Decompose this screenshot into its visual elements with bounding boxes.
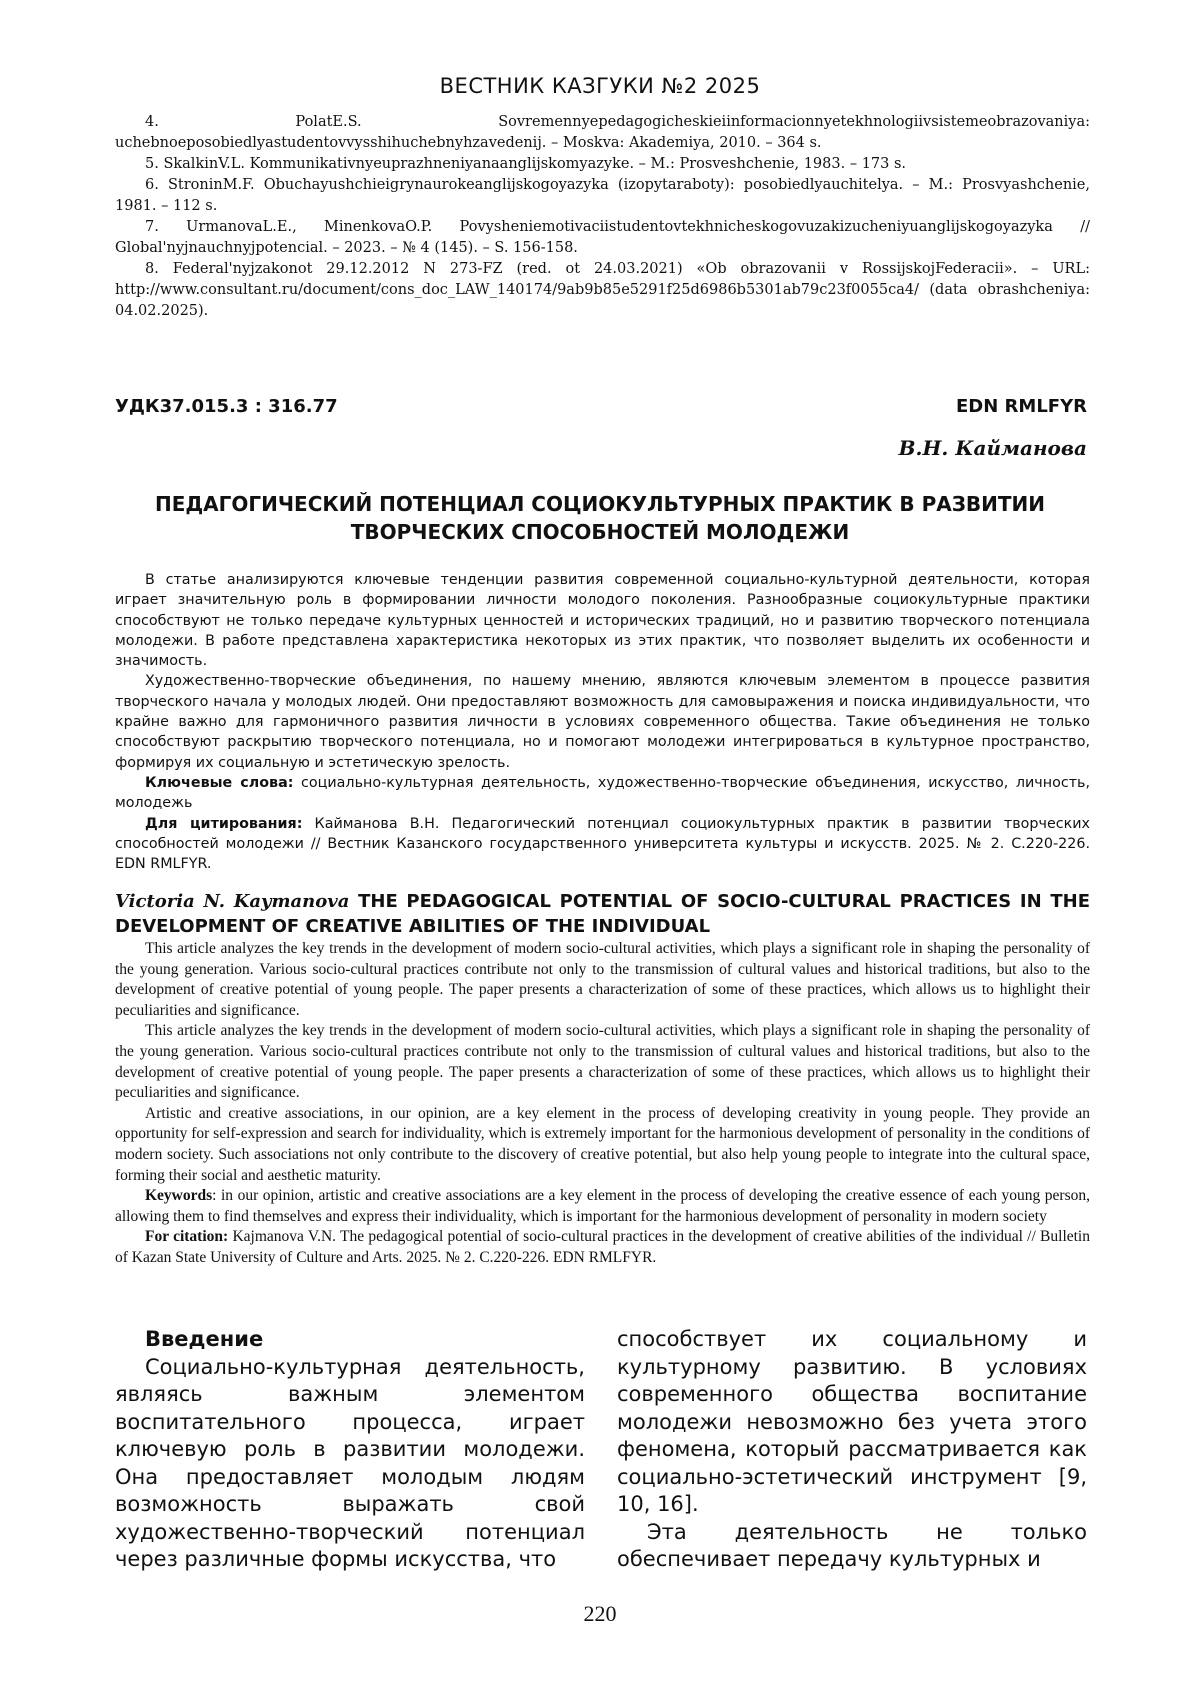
body-column-left <box>115 1326 585 1574</box>
title-ru-line: ПЕДАГОГИЧЕСКИЙ ПОТЕНЦИАЛ СОЦИОКУЛЬТУРНЫХ ПРАКТИК В РАЗВИТИИ <box>154 492 1046 516</box>
section-heading: Введение <box>145 1327 264 1351</box>
citation-label: For citation: <box>145 1228 229 1246</box>
body-paragraph: способствует их социальному и культурному развитию. В условиях современного общества воспитание молодежи невозможно без учета этого феномена, который рассматривается как социально-эстетический инструмент [9, 10, 16]. <box>617 1327 1087 1516</box>
citation-text: Kajmanova V.N. The pedagogical potential of socio-cultural practices in the development of creative abilities of the individual // Bulletin of Kazan State University of Culture and Arts. 2025. № 2. С.220-226. EDN RMLFYR. <box>115 1228 1090 1266</box>
body-paragraph: Социально-культурная деятельность, являясь важным элементом воспитательного процесса, играет ключевую роль в развитии молодежи. Она предоставляет молодым людям возможность выражать свой художественно-творческий потенциал через различные формы искусства, что <box>115 1354 585 1571</box>
keywords-text: социально-культурная деятельность, художественно-творческие объединения, искусство, личность, молодежь <box>115 774 1090 812</box>
udk-edn-row <box>115 396 1087 417</box>
article-title-en <box>115 889 1090 939</box>
citation-label: Для цитирования: <box>145 815 303 832</box>
body-paragraph: Эта деятельность не только обеспечивает передачу культурных и <box>617 1519 1087 1571</box>
keywords-en <box>115 1186 1090 1227</box>
title-ru-line: ТВОРЧЕСКИХ СПОСОБНОСТЕЙ МОЛОДЕЖИ <box>350 520 850 544</box>
keywords-label: Keywords <box>145 1187 213 1205</box>
udk-code: УДК37.015.3 : 316.77 <box>115 396 338 417</box>
author-name-ru: В.Н. Кайманова <box>898 436 1087 460</box>
abstract-en <box>115 939 1090 1269</box>
author-name-en: Victoria N. Kaymanova <box>115 891 350 912</box>
abstract-paragraph: This article analyzes the key trends in the development of modern socio-cultural activities, which plays a significant role in shaping the personality of the young generation. Various socio-cultural practices contribute not only to the transmission of cultural values and historical traditions, but also to the development of creative potential of young people. The paper presents a characterization of some of these practices, which allows us to highlight their peculiarities and significance. <box>115 940 1090 1019</box>
reference-item: 5. SkalkinV.L. Kommunikativnyeuprazhneniyanaanglijskomyazyke. – M.: Prosveshchenie, 1983. – 173 s. <box>145 156 907 172</box>
citation-ru <box>115 814 1090 875</box>
abstract-ru <box>115 570 1090 874</box>
citation-en <box>115 1227 1090 1268</box>
abstract-paragraph: This article analyzes the key trends in the development of modern socio-cultural activities, which plays a significant role in shaping the personality of the young generation. Various socio-cultural practices contribute not only to the transmission of cultural values and historical traditions, but also to the development of creative potential of young people. The paper presents a characterization of some of these practices, which allows us to highlight their peculiarities and significance. <box>115 1022 1090 1102</box>
reference-list <box>115 112 1090 322</box>
abstract-paragraph: В статье анализируются ключевые тенденции развития современной социально-культурной деятельности, которая играет значительную роль в формировании личности молодого поколения. Разнообразные социокультурные практики способствуют не только передаче культурных ценностей и исторических традиций, но и развитию творческого потенциала молодежи. В работе представлена характеристика некоторых из этих практик, что позволяет выделить их особенности и значимость. <box>115 572 1090 670</box>
body-column-right <box>617 1326 1087 1574</box>
article-title-ru <box>130 490 1070 546</box>
keywords-label: Ключевые слова: <box>145 774 294 791</box>
running-head: ВЕСТНИК КАЗГУКИ №2 2025 <box>439 74 761 98</box>
title-en-text: THE PEDAGOGICAL POTENTIAL OF SOCIO-CULTURAL PRACTICES IN THE DEVELOPMENT OF CREATIVE ABILITIES OF THE INDIVIDUAL <box>115 891 1091 937</box>
citation-text: Кайманова В.Н. Педагогический потенциал социокультурных практик в развитии творческих способностей молодежи // Вестник Казанского государственного университета культуры и искусств. 2025. № 2. С.220-226. EDN RMLFYR. <box>115 815 1091 873</box>
keywords-ru <box>115 773 1090 814</box>
keywords-text: : in our opinion, artistic and creative associations are a key element in the process of developing the creative essence of each young person, allowing them to find themselves and express their individuality, which is important for the harmonious development of personality in modern society <box>115 1187 1090 1225</box>
page-number: 220 <box>583 1601 617 1626</box>
reference-item: 7. UrmanovaL.E., MinenkovaO.P. Povysheniemotivaciistudentovtekhnicheskogovuzakizucheniyuanglijskogoyazyka // Global'nyjnauchnyjpotencial. – 2023. – № 4 (145). – S. 156-158. <box>115 219 1090 256</box>
abstract-paragraph: Artistic and creative associations, in our opinion, are a key element in the process of developing creativity in young people. They provide an opportunity for self-expression and search for individuality, which is extremely important for the harmonious development of personality in the conditions of modern society. Such associations not only contribute to the discovery of creative potential, but also help young people to integrate into the cultural space, forming their social and aesthetic maturity. <box>115 1104 1090 1184</box>
edn-code: EDN RMLFYR <box>955 396 1087 417</box>
abstract-paragraph: Художественно-творческие объединения, по нашему мнению, являются ключевым элементом в процессе развития творческого начала у молодых людей. Они предоставляют возможность для самовыражения и поиска индивидуальности, что крайне важно для гармоничного развития личности в условиях современного общества. Такие объединения не только способствуют раскрытию творческого потенциала, но и помогают молодежи интегрироваться в культурное пространство, формируя их социальную и эстетическую зрелость. <box>115 673 1090 771</box>
reference-item: 4. PolatE.S. Sovremennyepedagogicheskieiinformacionnyetekhnologiivsistemeobrazovaniya: uchebnoeposobiedlyastudentovvysshihuchebnyhzavedenij. – Moskva: Akademiya, 2010. – 364 s. <box>115 114 1090 151</box>
reference-item: 6. StroninM.F. Obuchayushchieigrynaurokeanglijskogoyazyka (izopytaraboty): posobiedlyauchitelya. – M.: Prosvyashchenie, 1981. – 112 s. <box>115 177 1090 214</box>
reference-item: 8. Federal'nyjzakonot 29.12.2012 N 273-FZ (red. ot 24.03.2021) «Ob obrazovanii v RossijskojFederacii». – URL: http://www.consultant.ru/document/cons_doc_LAW_140174/9ab9b85e5291f25d6986b5301ab79c23f0055ca4/ (data obrashcheniya: 04.02.2025). <box>115 261 1090 319</box>
